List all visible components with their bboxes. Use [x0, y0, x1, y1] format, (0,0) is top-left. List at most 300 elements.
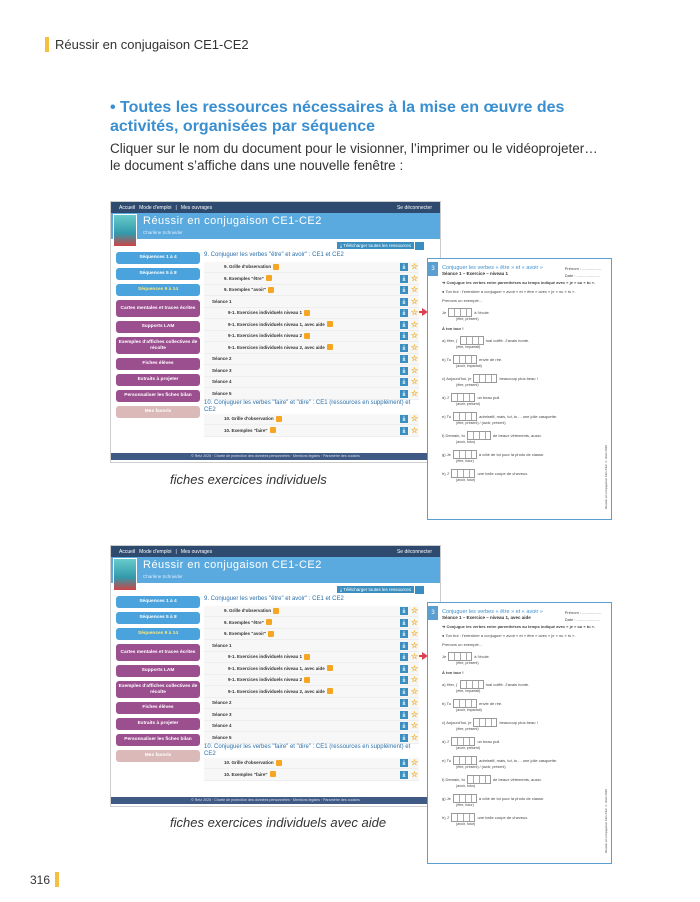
exercise-item [442, 450, 597, 459]
item-hint: (être, présent) / (avoir, présent) [456, 765, 506, 769]
item-hint: (avoir, futur) [456, 822, 476, 826]
star-icon[interactable]: ☆ [410, 709, 418, 719]
pdf-icon [327, 321, 333, 327]
star-icon[interactable]: ☆ [410, 629, 418, 638]
exercise-item [442, 737, 597, 746]
resource-link[interactable]: 9. Grille d'observation [224, 264, 272, 270]
item-end: mal coiffé. J'avais honte. [485, 682, 530, 687]
download-icon[interactable]: ⤓ [400, 309, 408, 317]
resource-row[interactable] [204, 262, 419, 274]
download-icon[interactable]: ⤓ [400, 378, 408, 386]
item-hint: (être, futur) [456, 803, 474, 807]
resource-link: 9. Conjuguer les verbes "être" et avoir" : CE1 et CE2 [204, 252, 344, 259]
item-hint: (avoir, présent) [456, 402, 480, 406]
download-icon[interactable]: ⤓ [400, 390, 408, 398]
star-icon[interactable]: ☆ [410, 732, 418, 742]
meta-field: Prénom : ................. [564, 610, 601, 615]
star-icon[interactable]: ☆ [410, 698, 418, 707]
exercise-item [442, 718, 597, 727]
app-title: Réussir en conjugaison CE1-CE2 [143, 559, 322, 571]
nav-link[interactable]: Mode d'emploi [139, 548, 172, 555]
worksheet-meta [565, 265, 601, 279]
sidebar-button[interactable]: Fiches élèves [116, 702, 200, 714]
resource-row[interactable] [204, 342, 419, 354]
download-icon[interactable]: ⤓ [400, 427, 408, 435]
resource-row[interactable] [204, 629, 419, 641]
item-end: à l'école. [474, 654, 490, 659]
pdf-icon [276, 416, 282, 422]
app-author: Charlène Schneider [143, 230, 183, 235]
worksheet-title: Conjuguer les verbes « être » et « avoir » [442, 609, 543, 615]
resource-link[interactable]: 9-1. Exercices individuels niveau 1, avec aide [228, 321, 325, 327]
sidebar-button[interactable]: Séquences 9 à 14 [116, 628, 200, 640]
answer-grid[interactable] [451, 393, 475, 402]
app-author: Charlène Schneider [143, 574, 183, 579]
answer-grid[interactable] [451, 469, 475, 478]
answer-grid[interactable] [448, 308, 472, 317]
item-hint: (être, imparfait) [456, 689, 481, 693]
resource-row[interactable] [204, 732, 419, 744]
item-hint: (être, imparfait) [456, 345, 481, 349]
pdf-icon [276, 760, 282, 766]
your-turn: À ton tour ! [442, 326, 464, 331]
star-icon[interactable]: ☆ [410, 377, 418, 386]
pdf-icon [273, 264, 279, 270]
resource-row[interactable] [204, 617, 419, 629]
item-start: h) J' [442, 471, 450, 476]
item-start: f) Demain, tu [442, 433, 465, 438]
download-icon[interactable]: ⤓ [400, 367, 408, 375]
item-start: b) Tu [442, 701, 452, 706]
download-icon[interactable]: ⤓ [400, 275, 408, 283]
item-hint: (être, présent) [456, 317, 479, 321]
download-icon[interactable]: ⤓ [400, 642, 408, 650]
download-icon[interactable]: ⤓ [400, 619, 408, 627]
exercise-item [442, 431, 597, 440]
sidebar-button[interactable]: Cartes mentales et traces écrites [116, 644, 200, 661]
sidebar-button[interactable]: Extraits à projeter [116, 374, 200, 386]
item-end: à côté de toi pour la photo de classe. [478, 796, 545, 801]
resource-row[interactable] [204, 425, 419, 437]
answer-grid[interactable] [473, 718, 497, 727]
download-icon[interactable]: ⤓ [400, 298, 408, 306]
resource-link[interactable]: 10. Exemples "faire" [224, 427, 268, 433]
sidebar-button[interactable]: Supports LAM [116, 321, 200, 333]
app-title: Réussir en conjugaison CE1-CE2 [143, 215, 322, 227]
nav-link[interactable]: Accueil [119, 548, 136, 555]
answer-grid[interactable] [467, 431, 491, 440]
pdf-icon [304, 310, 310, 316]
resource-link: 10. Conjuguer les verbes "faire" et "dire" : CE1 (ressources en supplément) et CE2 [204, 399, 411, 413]
sidebar-button[interactable]: Séquences 1 à 4 [116, 252, 200, 264]
download-icon[interactable]: ⤓ [400, 286, 408, 294]
red-arrow [419, 311, 423, 313]
grid-view-icon[interactable] [415, 242, 424, 250]
download-icon[interactable]: ⤓ [400, 607, 408, 615]
header-bar [45, 37, 49, 52]
worksheet-number: 3 [428, 262, 438, 276]
star-icon[interactable]: ☆ [410, 769, 418, 779]
nav-link[interactable]: Mode d'emploi [139, 204, 172, 211]
running-header-title: Réussir en conjugaison CE1-CE2 [55, 37, 249, 52]
exercise-item [442, 652, 597, 661]
exercise-item [442, 393, 597, 402]
resource-row[interactable] [204, 721, 419, 733]
exercise-item [442, 412, 597, 421]
star-icon[interactable]: ☆ [410, 354, 418, 363]
answer-grid[interactable] [453, 450, 477, 459]
item-hint: (avoir, futur) [456, 440, 476, 444]
download-icon[interactable]: ⤓ [400, 355, 408, 363]
star-icon[interactable]: ☆ [410, 640, 418, 650]
download-icon[interactable]: ⤓ [400, 263, 408, 271]
answer-grid[interactable] [473, 374, 497, 383]
answer-grid[interactable] [453, 756, 477, 765]
resource-link[interactable]: 9-1. Exercices individuels niveau 2, avec aide [228, 688, 325, 694]
item-hint: (avoir, futur) [456, 478, 476, 482]
download-icon[interactable]: ⤓ [400, 759, 408, 767]
sequence-title [204, 400, 419, 414]
pdf-icon [266, 275, 272, 281]
resource-row[interactable] [204, 354, 419, 366]
seance-label: Séance 2 [212, 700, 232, 706]
item-start: b) Tu [442, 357, 452, 362]
star-icon[interactable]: ☆ [410, 388, 418, 398]
item-end: une belle coupe de cheveux. [477, 471, 529, 476]
star-icon[interactable]: ☆ [410, 331, 418, 340]
download-icon[interactable]: ⤓ [400, 711, 408, 719]
item-end: envie de rire. [479, 701, 503, 706]
star-icon[interactable]: ☆ [410, 758, 418, 767]
nav-link[interactable]: Mes ouvrages [180, 204, 213, 211]
resource-link[interactable]: 9. Exemples "être" [224, 619, 264, 625]
item-start: g) Je [442, 452, 451, 457]
answer-grid[interactable] [460, 336, 484, 345]
item-end: à côté de toi pour la photo de classe. [478, 452, 545, 457]
star-icon[interactable]: ☆ [410, 342, 418, 352]
meta-field: Prénom : ................. [564, 266, 601, 271]
resource-row[interactable] [204, 686, 419, 698]
resource-row[interactable] [204, 652, 419, 664]
resource-row[interactable] [204, 758, 419, 770]
resource-link[interactable]: 9. Grille d'observation [224, 608, 272, 614]
resource-row[interactable] [204, 377, 419, 389]
item-start: f) Demain, tu [442, 777, 465, 782]
app-screenshot [110, 545, 441, 807]
answer-grid[interactable] [453, 412, 477, 421]
star-icon[interactable]: ☆ [410, 285, 418, 294]
logout-link[interactable]: Se déconnecter [396, 548, 432, 555]
sidebar-button[interactable]: Séquences 1 à 4 [116, 596, 200, 608]
item-end: mal coiffé. J'avais honte. [485, 338, 530, 343]
resource-link[interactable]: 9. Exemples "avoir" [224, 631, 267, 637]
resource-row[interactable] [204, 331, 419, 343]
sidebar-button[interactable]: Fiches élèves [116, 358, 200, 370]
seance-label: Séance 4 [212, 723, 232, 729]
sidebar-button[interactable]: Supports LAM [116, 665, 200, 677]
resource-row[interactable] [204, 296, 419, 308]
answer-grid[interactable] [448, 652, 472, 661]
answer-grid[interactable] [451, 737, 475, 746]
app-header [111, 213, 440, 239]
resource-row[interactable] [204, 769, 419, 781]
worksheet-subtitle: Séance 1 – Exercice – niveau 1 [442, 271, 509, 276]
item-hint: (être, présent) [456, 383, 479, 387]
resource-list [204, 594, 419, 781]
item-end: un beau pull. [477, 739, 501, 744]
star-icon[interactable]: ☆ [410, 262, 418, 271]
resource-row[interactable] [204, 606, 419, 618]
item-start: d) J' [442, 395, 450, 400]
item-end: beaucoup plus beau ! [499, 720, 538, 725]
star-icon[interactable]: ☆ [410, 425, 418, 435]
caption: fiches exercices individuels avec aide [170, 815, 387, 830]
star-icon[interactable]: ☆ [410, 296, 418, 306]
star-icon[interactable]: ☆ [410, 686, 418, 696]
sidebar-button[interactable]: Personnaliser les fiches bilan [116, 734, 200, 746]
item-start: c) Aujourd'hui, je [442, 720, 472, 725]
grid-view-icon[interactable] [415, 586, 424, 594]
seance-label: Séance 4 [212, 379, 232, 385]
answer-grid[interactable] [453, 699, 477, 708]
resource-link[interactable]: 10. Grille d'observation [224, 416, 274, 422]
worksheet-subtitle: Séance 1 – Exercice – niveau 1, avec aide [442, 615, 531, 620]
seance-label: Séance 1 [212, 298, 232, 304]
sidebar-button[interactable]: Séquences 9 à 14 [116, 284, 200, 296]
worksheet-number: 3 [428, 606, 438, 620]
sidebar-button[interactable]: Personnaliser les fiches bilan [116, 390, 200, 402]
resource-link[interactable]: 9-1. Exercices individuels niveau 2 [228, 677, 303, 683]
exercise-item [442, 355, 597, 364]
resource-link[interactable]: 10. Grille d'observation [224, 760, 274, 766]
nav-link[interactable]: Accueil [119, 204, 136, 211]
item-start: Je [442, 310, 447, 315]
worksheet-title: Conjuguer les verbes « être » et « avoir » [442, 265, 543, 271]
seance-label: Séance 5 [212, 390, 232, 396]
answer-grid[interactable] [453, 794, 477, 803]
worksheet-meta [565, 609, 601, 623]
sidebar [116, 596, 200, 766]
resource-row[interactable] [204, 319, 419, 331]
pdf-icon [304, 333, 310, 339]
sidebar-button[interactable]: Mes favoris [116, 406, 200, 418]
page-number-text: 316 [30, 872, 51, 887]
download-icon[interactable]: ⤓ [400, 722, 408, 730]
exercise-item [442, 756, 597, 765]
resource-row[interactable] [204, 675, 419, 687]
exercise-item [442, 469, 597, 478]
tip: ● Ton but : t'entraîner à conjuguer « avoir » et « être » avec « je » ou « tu ». [442, 289, 576, 294]
your-turn: À ton tour ! [442, 670, 464, 675]
seance-label: Séance 5 [212, 734, 232, 740]
download-icon[interactable]: ⤓ [400, 676, 408, 684]
tip: ● Ton but : t'entraîner à conjuguer « avoir » et « être » avec « je » ou « tu ». [442, 633, 576, 638]
sequence-title [204, 250, 419, 262]
star-icon[interactable]: ☆ [410, 273, 418, 283]
red-arrow [419, 655, 423, 657]
resource-link[interactable]: 9-1. Exercices individuels niveau 1 [228, 310, 303, 316]
exercise-item [442, 699, 597, 708]
star-icon[interactable]: ☆ [410, 652, 418, 661]
pdf-icon [268, 287, 274, 293]
resource-link: 9. Conjuguer les verbes "être" et avoir" : CE1 et CE2 [204, 596, 344, 603]
item-hint: (être, présent) / (avoir, présent) [456, 421, 506, 425]
item-end: une belle coupe de cheveux. [477, 815, 529, 820]
instruction: ➜ Conjugue les verbes entre parenthèses au temps indiqué avec « je » ou « tu ». [442, 280, 595, 285]
intro-line: Cliquer sur le nom du document pour le visionner, l’imprimer ou le vidéoprojeter… [110, 141, 598, 156]
item-end: admiratif, mais, toi, tu ... une jolie casquette. [479, 414, 558, 419]
item-start: Je [442, 654, 447, 659]
star-icon[interactable]: ☆ [410, 365, 418, 375]
book-cover [113, 214, 137, 247]
meta-field: Date : ..................... [564, 273, 600, 278]
exercise-item [442, 374, 597, 383]
instruction: ➜ Conjugue les verbes entre parenthèses au temps indiqué avec « je » ou « tu ». [442, 624, 595, 629]
app-footer: © Retz 2025 · Charte de protection des données personnelles · Mentions légales · Paramètre des cookies [111, 453, 440, 460]
sidebar-button[interactable]: Exemples d'affiches collectives de récolte [116, 681, 200, 698]
item-hint: (avoir, présent) [456, 746, 480, 750]
running-header [45, 37, 249, 52]
item-start: c) Aujourd'hui, je [442, 376, 472, 381]
top-nav [111, 546, 440, 557]
download-icon[interactable]: ⤓ [400, 665, 408, 673]
star-icon[interactable]: ☆ [410, 319, 418, 329]
logout-link[interactable]: Se déconnecter [396, 204, 432, 211]
page-number [30, 872, 59, 887]
download-icon[interactable]: ⤓ [400, 688, 408, 696]
item-end: à l'école. [474, 310, 490, 315]
resource-link[interactable]: 9. Exemples "être" [224, 275, 264, 281]
exercise-item [442, 336, 597, 345]
pdf-icon [273, 608, 279, 614]
resource-link[interactable]: 9-1. Exercices individuels niveau 2 [228, 333, 303, 339]
sidebar-button[interactable]: Cartes mentales et traces écrites [116, 300, 200, 317]
sidebar-button[interactable]: Mes favoris [116, 750, 200, 762]
download-all-button[interactable]: ⤓ Télécharger toutes les ressources [337, 242, 414, 249]
download-icon[interactable]: ⤓ [400, 415, 408, 423]
item-hint: (être, futur) [456, 459, 474, 463]
star-icon[interactable]: ☆ [410, 721, 418, 730]
resource-row[interactable] [204, 640, 419, 652]
answer-grid[interactable] [453, 355, 477, 364]
item-start: g) Je [442, 796, 451, 801]
item-end: beaucoup plus beau ! [499, 376, 538, 381]
meta-field: Date : ..................... [564, 617, 600, 622]
seance-label: Séance 3 [212, 711, 232, 717]
credit: Réussir en conjugaison CE1-CE2 © Retz 2025 [604, 444, 608, 509]
answer-grid[interactable] [467, 775, 491, 784]
download-icon[interactable]: ⤓ [400, 630, 408, 638]
resource-link[interactable]: 9. Exemples "avoir" [224, 287, 267, 293]
seance-label: Séance 2 [212, 356, 232, 362]
sidebar [116, 252, 200, 422]
pdf-icon [327, 665, 333, 671]
resource-row[interactable] [204, 308, 419, 320]
example-title: Prenons un exemple… [442, 642, 483, 647]
star-icon[interactable]: ☆ [410, 308, 418, 317]
resource-list [204, 250, 419, 437]
resource-row[interactable] [204, 388, 419, 400]
resource-row[interactable] [204, 414, 419, 426]
resource-row[interactable] [204, 365, 419, 377]
pdf-icon [266, 619, 272, 625]
resource-row[interactable] [204, 698, 419, 710]
answer-grid[interactable] [451, 813, 475, 822]
download-icon[interactable]: ⤓ [400, 653, 408, 661]
answer-grid[interactable] [460, 680, 484, 689]
sequence-title [204, 744, 419, 758]
star-icon[interactable]: ☆ [410, 617, 418, 627]
download-icon[interactable]: ⤓ [400, 344, 408, 352]
item-start: e) Tu [442, 758, 452, 763]
sidebar-button[interactable]: Séquences 5 à 8 [116, 612, 200, 624]
download-all-button[interactable]: ⤓ Télécharger toutes les ressources [337, 586, 414, 593]
exercise-item [442, 813, 597, 822]
download-icon[interactable]: ⤓ [400, 699, 408, 707]
resource-link[interactable]: 9-1. Exercices individuels niveau 2, avec aide [228, 344, 325, 350]
item-hint: (être, présent) [456, 727, 479, 731]
item-hint: (avoir, imparfait) [456, 364, 482, 368]
intro-text [110, 140, 610, 174]
worksheet-preview [427, 258, 612, 520]
book-cover [113, 558, 137, 591]
app-screenshot [110, 201, 441, 463]
download-icon[interactable]: ⤓ [400, 734, 408, 742]
star-icon[interactable]: ☆ [410, 414, 418, 423]
example-title: Prenons un exemple… [442, 298, 483, 303]
resource-row[interactable] [204, 273, 419, 285]
resource-row[interactable] [204, 285, 419, 297]
nav-link[interactable]: Mes ouvrages [180, 548, 213, 555]
resource-link[interactable]: 9-1. Exercices individuels niveau 1, avec aide [228, 665, 325, 671]
star-icon[interactable]: ☆ [410, 675, 418, 684]
download-icon[interactable]: ⤓ [400, 332, 408, 340]
credit: Réussir en conjugaison CE1-CE2 © Retz 2025 [604, 788, 608, 853]
pdf-icon [327, 688, 333, 694]
item-end: envie de rire. [479, 357, 503, 362]
star-icon[interactable]: ☆ [410, 606, 418, 615]
download-icon[interactable]: ⤓ [400, 321, 408, 329]
download-icon[interactable]: ⤓ [400, 771, 408, 779]
top-nav [111, 202, 440, 213]
resource-row[interactable] [204, 663, 419, 675]
pdf-icon [304, 654, 310, 660]
exercise-item [442, 680, 597, 689]
page-bar [55, 872, 59, 887]
item-start: e) Tu [442, 414, 452, 419]
resource-link[interactable]: 9-1. Exercices individuels niveau 1 [228, 654, 303, 660]
seance-label: Séance 1 [212, 642, 232, 648]
app-header [111, 557, 440, 583]
pdf-icon [270, 427, 276, 433]
intro-line: le document s’affiche dans une nouvelle fenêtre : [110, 158, 404, 173]
item-end: un beau pull. [477, 395, 501, 400]
seance-label: Séance 3 [212, 367, 232, 373]
item-end: de beaux vêtements, aussi. [492, 433, 542, 438]
resource-row[interactable] [204, 709, 419, 721]
item-end: de beaux vêtements, aussi. [492, 777, 542, 782]
resource-link[interactable]: 10. Exemples "faire" [224, 771, 268, 777]
sidebar-button[interactable]: Extraits à projeter [116, 718, 200, 730]
worksheet-preview [427, 602, 612, 864]
nav-separator: | [175, 548, 177, 555]
star-icon[interactable]: ☆ [410, 663, 418, 673]
item-start: d) J' [442, 739, 450, 744]
caption: fiches exercices individuels [170, 472, 327, 487]
sidebar-button[interactable]: Exemples d'affiches collectives de récolte [116, 337, 200, 354]
sidebar-button[interactable]: Séquences 5 à 8 [116, 268, 200, 280]
section-heading: • Toutes les ressources nécessaires à la mise en œuvre des activités, organisées par séquence [110, 99, 565, 135]
